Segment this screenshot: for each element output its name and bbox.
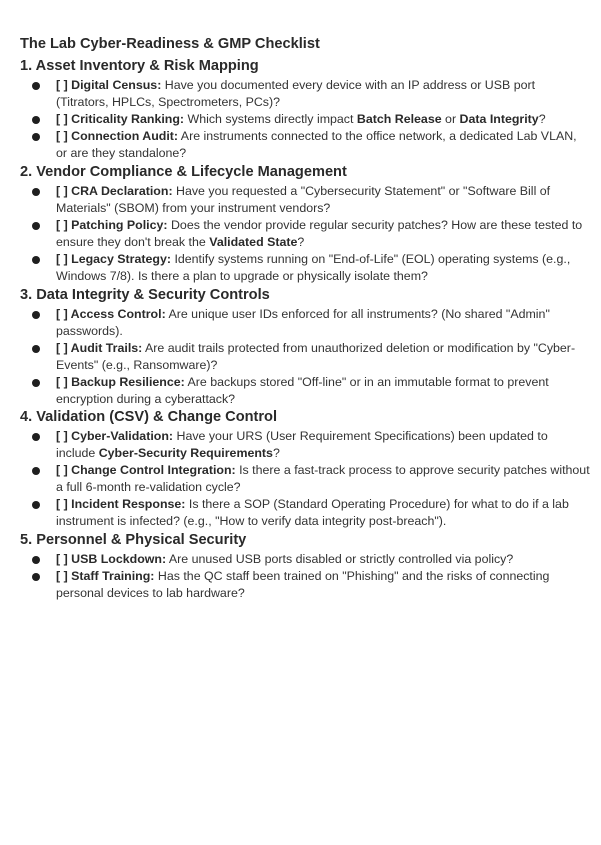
checklist — [20, 183, 590, 285]
item-text: or — [441, 112, 460, 126]
item-text: Have your URS (User Requirement Specifications) been updated to include — [56, 429, 548, 460]
checklist — [20, 77, 590, 162]
item-text: Are unique user IDs enforced for all instruments? (No shared "Admin" passwords). — [56, 307, 550, 338]
list-item — [20, 374, 590, 408]
item-text: Are backups stored "Off-line" or in an immutable format to prevent encryption during a cyberattack? — [56, 375, 549, 406]
item-text: ? — [272, 446, 280, 460]
item-text: Are unused USB ports disabled or strictly controlled via policy? — [166, 552, 514, 566]
bullet-icon — [32, 467, 40, 475]
item-term: [ ] Cyber-Validation: — [56, 429, 174, 443]
item-text: Is there a fast-track process to approve security patches without a full 6-month re-validation cycle? — [56, 463, 590, 494]
list-item — [20, 77, 590, 111]
bullet-icon — [32, 379, 40, 387]
item-term: [ ] Backup Resilience: — [56, 375, 185, 389]
bullet-icon — [32, 573, 40, 581]
section-heading: 3. Data Integrity & Security Controls — [20, 287, 270, 303]
item-term: [ ] Audit Trails: — [56, 341, 143, 355]
checklist — [20, 306, 590, 408]
list-item — [20, 428, 590, 462]
section-asset-inventory — [20, 56, 590, 162]
bullet-icon — [32, 222, 40, 230]
item-term: [ ] Incident Response: — [56, 497, 186, 511]
bullet-icon — [32, 133, 40, 141]
checklist — [20, 428, 590, 530]
item-term: [ ] USB Lockdown: — [56, 552, 167, 566]
item-term: [ ] Connection Audit: — [56, 129, 179, 143]
list-item — [20, 568, 590, 602]
item-term: [ ] Legacy Strategy: — [56, 252, 171, 266]
item-text: Have you requested a "Cybersecurity Statement" or "Software Bill of Materials" (SBOM) from your instrument vendors? — [56, 184, 551, 215]
bullet-icon — [32, 256, 40, 264]
item-text: Which systems directly impact — [184, 112, 357, 126]
item-term: [ ] Patching Policy: — [56, 218, 168, 232]
list-item — [20, 251, 590, 285]
item-text: Identify systems running on "End-of-Life" (EOL) operating systems (e.g., Windows 7/8). Is there a plan to upgrade or physically isolate them? — [56, 252, 571, 283]
item-emphasis: Batch Release — [356, 112, 442, 126]
item-emphasis: Data Integrity — [459, 112, 539, 126]
item-term: [ ] Staff Training: — [56, 569, 155, 583]
item-term: [ ] Access Control: — [56, 307, 166, 321]
bullet-icon — [32, 433, 40, 441]
bullet-icon — [32, 501, 40, 509]
item-text: Have you documented every device with an IP address or USB port (Titrators, HPLCs, Spectrometers, PCs)? — [56, 78, 536, 109]
item-text: Are audit trails protected from unauthorized deletion or modification by "Cyber-Events" (e.g., Ransomware)? — [56, 341, 576, 372]
bullet-icon — [32, 116, 40, 124]
section-heading: 2. Vendor Compliance & Lifecycle Management — [20, 164, 347, 180]
item-term: [ ] Criticality Ranking: — [56, 112, 185, 126]
item-text: ? — [538, 112, 546, 126]
section-data-integrity — [20, 285, 590, 408]
bullet-icon — [32, 556, 40, 564]
item-text: ? — [297, 235, 305, 249]
item-term: [ ] Change Control Integration: — [56, 463, 236, 477]
section-heading: 4. Validation (CSV) & Change Control — [20, 409, 278, 425]
item-text: Has the QC staff been trained on "Phishing" and the risks of connecting personal devices to lab hardware? — [56, 569, 550, 600]
list-item — [20, 462, 590, 496]
bullet-icon — [32, 82, 40, 90]
item-emphasis: Cyber-Security Requirements — [98, 446, 273, 460]
list-item — [20, 340, 590, 374]
bullet-icon — [32, 311, 40, 319]
item-text: Is there a SOP (Standard Operating Procedure) for what to do if a lab instrument is infected? (e.g., "How to verify data integrity post-breach"). — [56, 497, 569, 528]
item-term: [ ] CRA Declaration: — [56, 184, 173, 198]
list-item — [20, 306, 590, 340]
list-item — [20, 111, 590, 128]
section-personnel-security — [20, 530, 590, 602]
list-item — [20, 551, 590, 568]
list-item — [20, 217, 590, 251]
list-item — [20, 496, 590, 530]
item-text: Does the vendor provide regular security patches? How are these tested to ensure they don't break the — [56, 218, 583, 249]
item-term: [ ] Digital Census: — [56, 78, 162, 92]
checklist — [20, 551, 590, 602]
document-title: The Lab Cyber-Readiness & GMP Checklist — [20, 36, 320, 52]
section-vendor-compliance — [20, 162, 590, 285]
item-emphasis: Validated State — [209, 235, 298, 249]
bullet-icon — [32, 188, 40, 196]
bullet-icon — [32, 345, 40, 353]
list-item — [20, 183, 590, 217]
list-item — [20, 128, 590, 162]
section-heading: 5. Personnel & Physical Security — [20, 532, 247, 548]
item-text: Are instruments connected to the office network, a dedicated Lab VLAN, or are they standalone? — [56, 129, 577, 160]
section-heading: 1. Asset Inventory & Risk Mapping — [20, 58, 259, 74]
section-validation — [20, 407, 590, 530]
